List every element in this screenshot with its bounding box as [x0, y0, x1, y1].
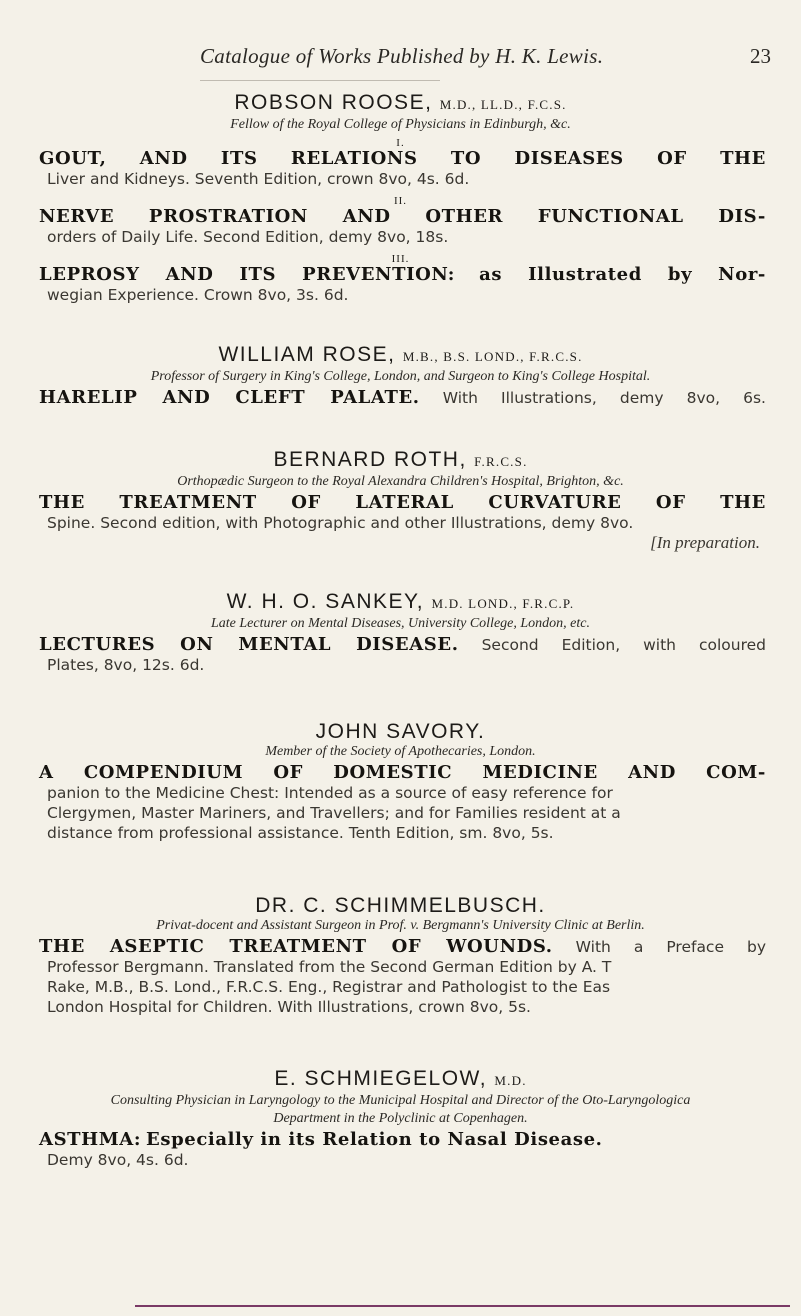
work-title-line	[39, 937, 766, 957]
work-details: wegian Experience. Crown 8vo, 3s. 6d.	[47, 286, 349, 304]
work-listing	[39, 1130, 766, 1170]
work-details: Rake, M.B., B.S. Lond., F.R.C.S. Eng., Registrar and Pathologist to the Eas	[47, 978, 611, 996]
author-qualifications: M.B., B.S. LOND., F.R.C.S.	[402, 349, 583, 364]
work-listing	[39, 207, 766, 247]
work-title: NERVE PROSTRATION AND OTHER FUNCTIONAL DIS-	[39, 206, 766, 227]
work-numeral: III.	[391, 253, 410, 265]
work-details: distance from professional assistance. Tenth Edition, sm. 8vo, 5s.	[47, 824, 554, 842]
work-title: THE ASEPTIC TREATMENT OF WOUNDS.	[39, 936, 553, 957]
entry-robson-roose	[0, 92, 801, 305]
work-listing	[39, 149, 766, 189]
work-title: LECTURES ON MENTAL DISEASE.	[39, 634, 459, 655]
work-title-line	[39, 265, 766, 285]
work-numeral: II.	[393, 195, 408, 207]
author-affiliation: Fellow of the Royal College of Physicians in Edinburgh, &c.	[230, 117, 571, 132]
work-title: GOUT, AND ITS RELATIONS TO DISEASES OF THE	[39, 148, 766, 169]
work-listing	[39, 493, 766, 553]
page-number: 23	[750, 44, 771, 68]
author-name: W. H. O. SANKEY, M.D. LOND., F.R.C.P.	[226, 590, 575, 613]
author-affiliation: Orthopædic Surgeon to the Royal Alexandra Children's Hospital, Brighton, &c.	[177, 474, 624, 489]
edge-stain	[135, 1305, 790, 1307]
author-name: JOHN SAVORY.	[315, 720, 486, 743]
work-details: Plates, 8vo, 12s. 6d.	[47, 656, 205, 674]
work-details: Clergymen, Master Mariners, and Travellers; and for Families resident at a	[47, 804, 621, 822]
entry-schmiegelow	[0, 1068, 801, 1170]
work-listing	[39, 388, 766, 408]
author-qualifications: M.D., LL.D., F.C.S.	[439, 97, 567, 112]
author-name: ROBSON ROOSE, M.D., LL.D., F.C.S.	[234, 91, 567, 114]
work-title: ASTHMA:	[39, 1129, 142, 1150]
work-numeral: I.	[396, 137, 405, 149]
work-details: Second Edition, with coloured	[481, 636, 766, 654]
author-name: E. SCHMIEGELOW, M.D.	[274, 1067, 527, 1090]
preparation-note: [In preparation.	[650, 533, 760, 552]
author-qualifications: M.D. LOND., F.R.C.P.	[431, 596, 575, 611]
work-title-line	[39, 1130, 766, 1150]
work-details: Liver and Kidneys. Seventh Edition, crown 8vo, 4s. 6d.	[47, 170, 470, 188]
author-affiliation: Member of the Society of Apothecaries, London.	[265, 744, 536, 759]
work-details: Demy 8vo, 4s. 6d.	[47, 1151, 189, 1169]
author-affiliation: Professor of Surgery in King's College, London, and Surgeon to King's College Hospital.	[150, 369, 651, 384]
work-title: A COMPENDIUM OF DOMESTIC MEDICINE AND COM-	[39, 762, 766, 783]
work-title-tail: as Illustrated by Nor-	[479, 264, 766, 285]
work-title: THE TREATMENT OF LATERAL CURVATURE OF THE	[39, 492, 766, 513]
work-details: Professor Bergmann. Translated from the Second German Edition by A. T	[47, 958, 612, 976]
work-title: LEPROSY AND ITS PREVENTION:	[39, 264, 456, 285]
author-qualifications: M.D.	[494, 1073, 527, 1088]
author-qualifications: F.R.C.S.	[474, 454, 528, 469]
work-details: Spine. Second edition, with Photographic and other Illustrations, demy 8vo.	[47, 514, 634, 532]
header-rule	[200, 80, 440, 81]
work-listing	[39, 937, 766, 1017]
entry-bernard-roth	[0, 449, 801, 553]
entry-john-savory	[0, 721, 801, 843]
work-title-tail: Especially in its Relation to Nasal Disease.	[146, 1129, 603, 1150]
work-listing	[39, 635, 766, 675]
work-details: With a Preface by	[575, 938, 766, 956]
work-listing	[39, 763, 766, 843]
entry-schimmelbusch	[0, 895, 801, 1017]
work-title-line	[39, 635, 766, 655]
running-head: Catalogue of Works Published by H. K. Lewis.	[200, 44, 604, 68]
work-title-line	[39, 388, 766, 408]
author-affiliation: Department in the Polyclinic at Copenhagen.	[273, 1111, 528, 1126]
author-affiliation: Privat-docent and Assistant Surgeon in Prof. v. Bergmann's University Clinic at Berlin.	[156, 918, 645, 933]
author-name: WILLIAM ROSE, M.B., B.S. LOND., F.R.C.S.	[218, 343, 583, 366]
work-details: With Illustrations, demy 8vo, 6s.	[442, 389, 766, 407]
author-affiliation: Consulting Physician in Laryngology to the Municipal Hospital and Director of the Oto-Laryngologica	[110, 1093, 691, 1108]
entry-sankey	[0, 591, 801, 675]
work-title: HARELIP AND CLEFT PALATE.	[39, 387, 420, 408]
work-listing	[39, 265, 766, 305]
work-details: panion to the Medicine Chest: Intended as a source of easy reference for	[47, 784, 613, 802]
work-details: orders of Daily Life. Second Edition, demy 8vo, 18s.	[47, 228, 449, 246]
author-name: DR. C. SCHIMMELBUSCH.	[255, 894, 546, 917]
entry-william-rose	[0, 344, 801, 408]
author-name: BERNARD ROTH, F.R.C.S.	[273, 448, 528, 471]
work-details: London Hospital for Children. With Illustrations, crown 8vo, 5s.	[47, 998, 531, 1016]
author-affiliation: Late Lecturer on Mental Diseases, University College, London, etc.	[211, 616, 590, 631]
